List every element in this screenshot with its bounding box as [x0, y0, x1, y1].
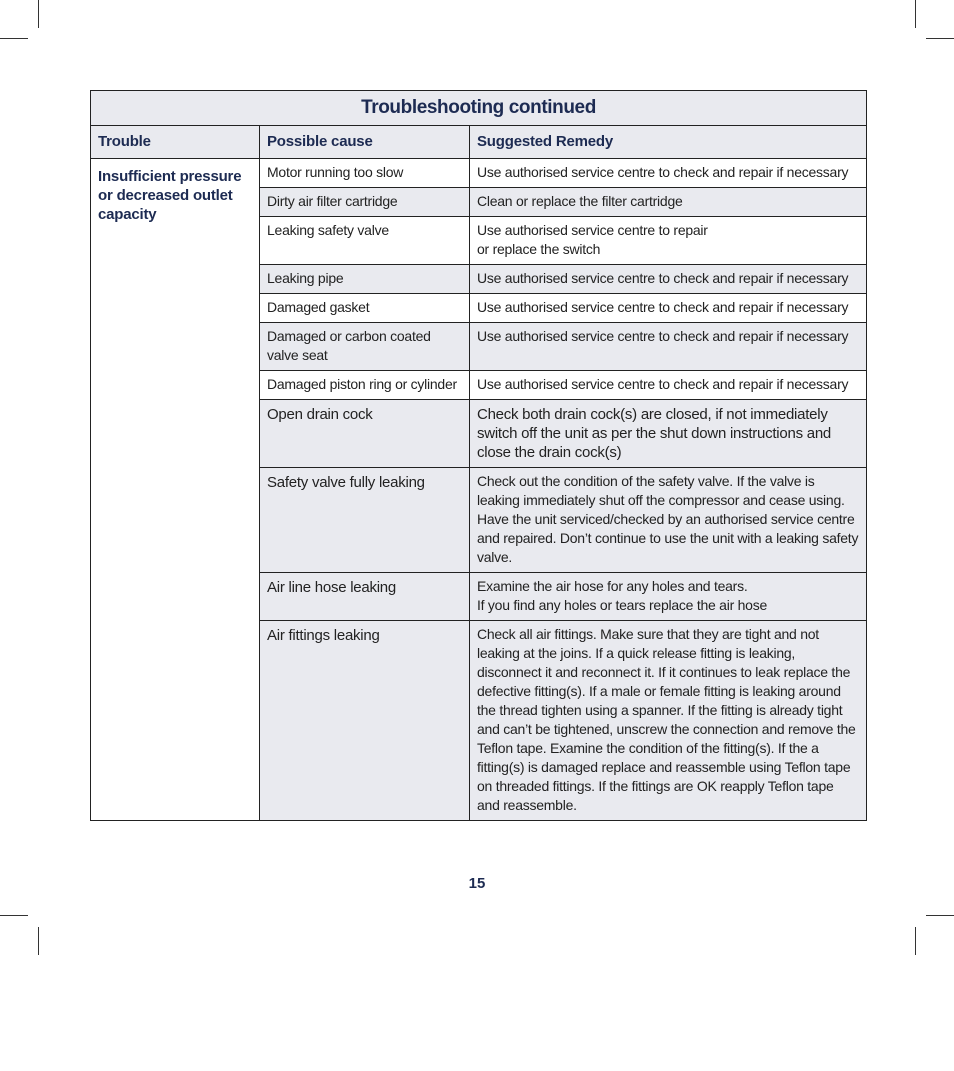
cause-cell: Leaking pipe: [260, 265, 470, 294]
cause-cell: Open drain cock: [260, 400, 470, 468]
cause-cell: Damaged or carbon coated valve seat: [260, 323, 470, 371]
remedy-cell: Use authorised service centre to check and repair if necessary: [470, 159, 867, 188]
cause-cell: Damaged piston ring or cylinder: [260, 371, 470, 400]
cause-cell: Dirty air filter cartridge: [260, 188, 470, 217]
crop-mark: [0, 38, 28, 39]
crop-mark: [926, 38, 954, 39]
remedy-cell: Use authorised service centre to repair or replace the switch: [470, 217, 867, 265]
remedy-cell: Use authorised service centre to check and repair if necessary: [470, 294, 867, 323]
cause-cell: Motor running too slow: [260, 159, 470, 188]
cause-cell: Air fittings leaking: [260, 621, 470, 821]
remedy-cell: Check out the condition of the safety valve. If the valve is leaking immediately shut off the compressor and cease using. Have the unit serviced/checked by an authorised service centre and repaired. Don’t continue to use the unit with a leaking safety valve.: [470, 468, 867, 573]
crop-mark: [0, 915, 28, 916]
crop-mark: [926, 915, 954, 916]
remedy-cell: Check both drain cock(s) are closed, if not immediately switch off the unit as per the shut down instructions and close the drain cock(s): [470, 400, 867, 468]
table-row: [91, 159, 867, 188]
header-possible-cause: Possible cause: [260, 126, 470, 159]
crop-mark: [915, 927, 916, 955]
cause-cell: Air line hose leaking: [260, 573, 470, 621]
crop-mark: [38, 927, 39, 955]
remedy-cell: Examine the air hose for any holes and tears. If you find any holes or tears replace the air hose: [470, 573, 867, 621]
crop-mark: [915, 0, 916, 28]
remedy-cell: Use authorised service centre to check and repair if necessary: [470, 323, 867, 371]
cause-cell: Damaged gasket: [260, 294, 470, 323]
remedy-cell: Check all air fittings. Make sure that they are tight and not leaking at the joins. If a quick release fitting is leaking, disconnect it and reconnect it. If it continues to leak replace the defective fitting(s). If a male or female fitting is leaking around the thread tighten using a spanner. If the fitting is already tight and can’t be tightened, unscrew the connection and remove the Teflon tape. Examine the condition of the fitting(s). If the a fitting(s) is damaged replace and reassemble using Teflon tape on threaded fittings. If the fittings are OK reapply Teflon tape and reassemble.: [470, 621, 867, 821]
page-number: 15: [468, 875, 486, 892]
trouble-cell: Insufficient pressure or decreased outlet capacity: [91, 159, 260, 821]
header-suggested-remedy: Suggested Remedy: [470, 126, 867, 159]
table-title: Troubleshooting continued: [91, 91, 867, 126]
crop-mark: [38, 0, 39, 28]
remedy-cell: Clean or replace the filter cartridge: [470, 188, 867, 217]
cause-cell: Leaking safety valve: [260, 217, 470, 265]
remedy-cell: Use authorised service centre to check and repair if necessary: [470, 265, 867, 294]
header-trouble: Trouble: [91, 126, 260, 159]
cause-cell: Safety valve fully leaking: [260, 468, 470, 573]
remedy-cell: Use authorised service centre to check and repair if necessary: [470, 371, 867, 400]
troubleshooting-table: [90, 90, 867, 821]
